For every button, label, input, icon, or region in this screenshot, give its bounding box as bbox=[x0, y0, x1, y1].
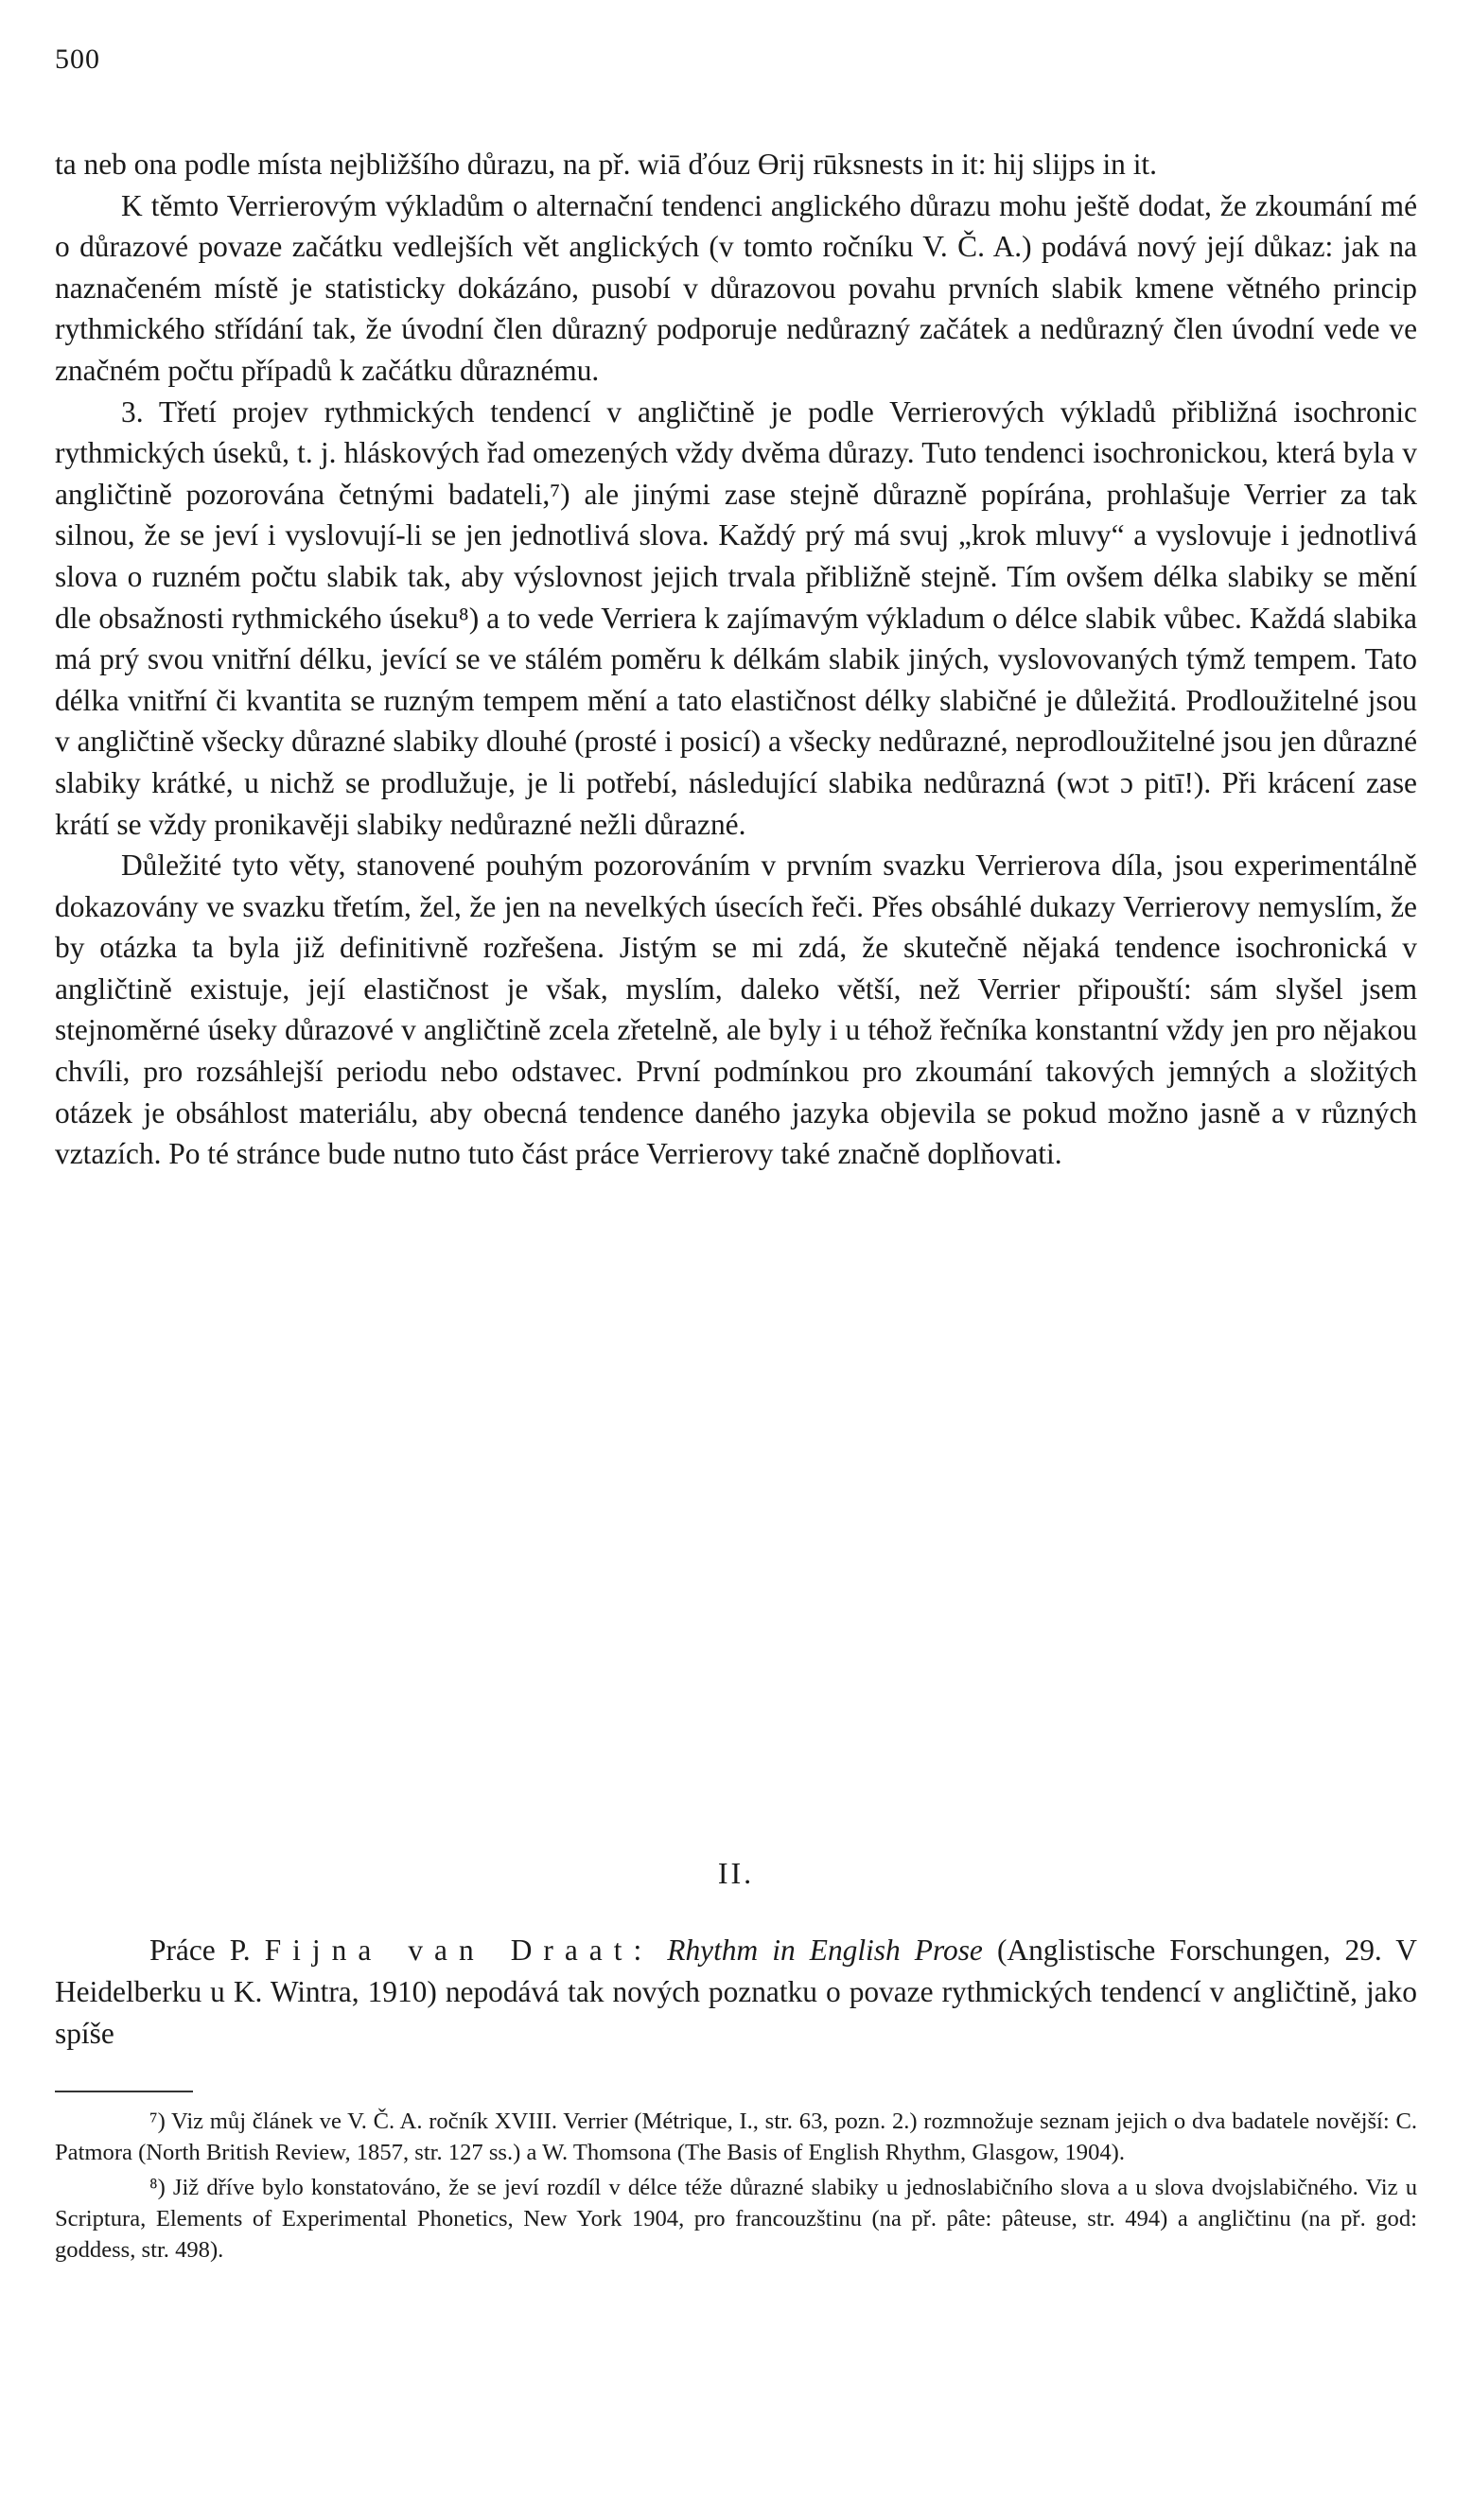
lead-text: Práce P. bbox=[149, 1934, 251, 1967]
body-text bbox=[55, 144, 1417, 1175]
footnote-7: ⁷) Viz můj článek ve V. Č. A. ročník XVIII. Verrier (Métrique, I., str. 63, pozn. 2.) rozmnožuje seznam jejich o dva badatele novější: C. Patmora (North British Review, 1857, str. 127 ss.) a W. Thomsona (The Basis of English Rhythm, Glasgow, 1904). bbox=[55, 2109, 1417, 2165]
author-name: Fijna van Draat: bbox=[264, 1934, 654, 1967]
section-body bbox=[55, 1930, 1417, 2055]
work-title: Rhythm in English Prose bbox=[667, 1934, 983, 1967]
paragraph-alternation: K těmto Verrierovým výkladům o alternační tendenci anglického důrazu mohu ještě dodat, že zkoumání mé o důrazové povaze začátku vedlejších vět anglických (v tomto ročníku V. Č. A.) podává nový její důkaz: jak na naznačeném místě je statisticky dokázáno, pusobí v důrazovou povahu prvních slabik kmene větného princip rythmického střídání tak, že úvodní člen důrazný podporuje nedůrazný začátek a nedůrazný člen úvodní vede ve značném počtu případů k začátku důraznému. bbox=[55, 188, 1417, 387]
rest-text: (Anglistische Forschungen, 29. V Heidelberku u K. Wintra, 1910) nepodává tak nových poznatku o povaze rythmických tendencí v angličtině, jako spíše bbox=[55, 1934, 1417, 2050]
paragraph-fijn-van-draat bbox=[55, 1930, 1417, 2055]
paragraph-continuation: ta neb ona podle místa nejbližšího důrazu, na př. wiā ďóuz Ɵrij rūksnests in it: hij slijps in it. bbox=[55, 148, 1157, 181]
page-number: 500 bbox=[55, 44, 100, 75]
paragraph-experiments: Důležité tyto věty, stanovené pouhým pozorováním v prvním svazku Verrierova díla, jsou experimentálně dokazovány ve svazku třetím, žel, že jen na nevelkých úsecích řeči. Přes obsáhlé dukazy Verrierovy nemyslím, že by otázka ta byla již definitivně rozřešena. Jistým se mi zdá, že skutečně nějaká tendence isochronická v angličtině existuje, její elastičnost je však, myslím, daleko větší, než Verrier připouští: sám slyšel jsem stejnoměrné úseky důrazové v angličtině zcela zřetelně, ale byly i u téhož řečníka konstantní vždy jen pro nějakou chvíli, pro rozsáhlejší periodu nebo odstavec. První podmínkou pro zkoumání takových jemných a složitých otázek je obsáhlost materiálu, aby obecná tendence daného jazyka objevila se pokud možno jasně a v různých vztazích. Po té stránce bude nutno tuto část práce Verrierovy také značně doplňovati. bbox=[55, 849, 1417, 1171]
footnote-divider bbox=[55, 2091, 193, 2092]
section-heading: II. bbox=[717, 1856, 755, 1890]
footnote-8: ⁸) Již dříve bylo konstatováno, že se jeví rozdíl v délce téže důrazné slabiky u jednoslabičního slova a u slova dvojslabičného. Viz u Scriptura, Elements of Experimental Phonetics, New York 1904, pro francouzštinu (na př. pâte: pâteuse, str. 494) a angličtinu (na př. god: goddess, str. 498). bbox=[55, 2175, 1417, 2263]
paragraph-isochrony: 3. Třetí projev rythmických tendencí v angličtině je podle Verrierových výkladů přibližná isochronic rythmických úseků, t. j. hláskových řad omezených vždy dvěma důrazy. Tuto tendenci isochronickou, která byla v angličtině pozorována četnými badateli,⁷) ale jinými zase stejně důrazně popírána, prohlašuje Verrier za tak silnou, že se jeví i vyslovují-li se jen jednotlivá slova. Každý prý má svuj „krok mluvy“ a vyslovuje i jednotlivá slova o ruzném počtu slabik tak, aby výslovnost jejich trvala přibližně stejně. Tím ovšem délka slabiky se mění dle obsažnosti rythmického úseku⁸) a to vede Verriera k zajímavým výkladum o délce slabik vůbec. Každá slabika má prý svou vnitřní délku, jevící se ve stálém poměru k délkám slabik jiných, vyslovovaných týmž tempem. Tato délka vnitřní či kvantita se ruzným tempem mění a tato elastičnost délky slabičné je důležitá. Prodloužitelné jsou v angličtině všecky důrazné slabiky dlouhé (prosté i posicí) a všecky nedůrazné, neprodloužitelné jsou jen důrazné slabiky krátké, u nichž se prodlužuje, je li potřebí, následující slabika nedůrazná (wɔt ɔ pitī!). Při krácení zase krátí se vždy pronikavěji slabiky nedůrazné nežli důrazné. bbox=[55, 394, 1417, 841]
footnotes bbox=[55, 2106, 1417, 2266]
